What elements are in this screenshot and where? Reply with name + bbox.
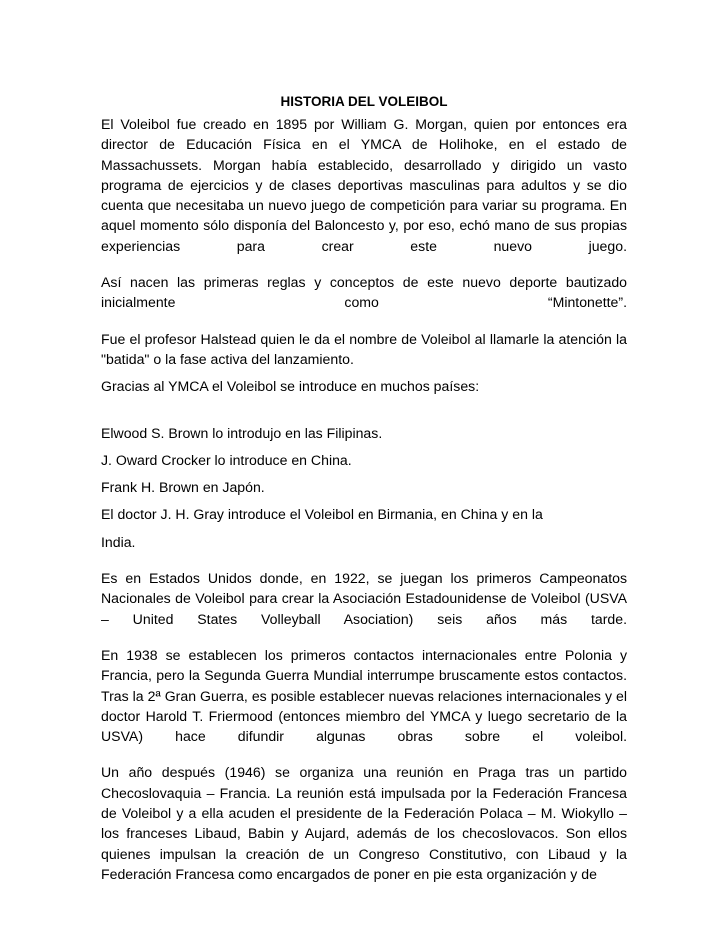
list-item-philippines: Elwood S. Brown lo introdujo en las Filipinas. xyxy=(101,424,383,441)
list-item-india: India. xyxy=(101,533,136,550)
paragraph-origin: El Voleibol fue creado en 1895 por William G. Morgan, quien por entonces era director de Educación Física en el YMCA de Holihoke, en el estado de Massachussets. Morgan había establecido, desarrollado y dirigido un vasto programa de ejercicios y de clases deportivas masculinas para adultos y se dio cuenta que necesitaba un nuevo juego de competición para variar su programa. En aquel momento sólo disponía del Baloncesto y, por eso, echó mano de sus propias experiencias para crear este nuevo juego. xyxy=(101,116,627,254)
paragraph-1946: Un año después (1946) se organiza una reunión en Praga tras un partido Checoslovaquia – Francia. La reunión está impulsada por la Federación Francesa de Voleibol y a ella acuden el presidente de la Federación Polaca – M. Wiokyllo – los franceses Libaud, Babin y Aujard, además de los checoslovacos. Son ellos quienes impulsan la creación de un Congreso Constitutivo, con Libaud y la Federación Francesa como encargados de poner en pie esta organización y de xyxy=(101,764,627,882)
list-item-burma: El doctor J. H. Gray introduce el Voleibol en Birmania, en China y en la xyxy=(101,506,543,523)
paragraph-halstead: Fue el profesor Halstead quien le da el nombre de Voleibol al llamarle la atención la "batida" o la fase activa del lanzamiento. xyxy=(101,330,627,367)
paragraph-usva: Es en Estados Unidos donde, en 1922, se juegan los primeros Campeonatos Nacionales de Voleibol para crear la Asociación Estadounidense de Voleibol (USVA – United States Volleyball Asociation) seis años más tarde. xyxy=(101,570,627,627)
paragraph-ymca-intro: Gracias al YMCA el Voleibol se introduce en muchos países: xyxy=(101,378,480,395)
list-item-japan: Frank H. Brown en Japón. xyxy=(101,479,265,496)
paragraph-mintonette: Así nacen las primeras reglas y conceptos de este nuevo deporte bautizado inicialmente como “Mintonette”. xyxy=(101,274,627,311)
list-item-china: J. Oward Crocker lo introduce en China. xyxy=(101,451,352,468)
paragraph-1938: En 1938 se establecen los primeros contactos internacionales entre Polonia y Francia, pero la Segunda Guerra Mundial interrumpe bruscamente estos contactos. Tras la 2ª Gran Guerra, es posible establecer nuevas relaciones internacionales y el doctor Harold T. Friermood (entonces miembro del YMCA y luego secretario de la USVA) hace difundir algunas obras sobre el voleibol. xyxy=(101,646,627,745)
document-title: HISTORIA DEL VOLEIBOL xyxy=(280,94,448,109)
document-body xyxy=(101,92,627,884)
